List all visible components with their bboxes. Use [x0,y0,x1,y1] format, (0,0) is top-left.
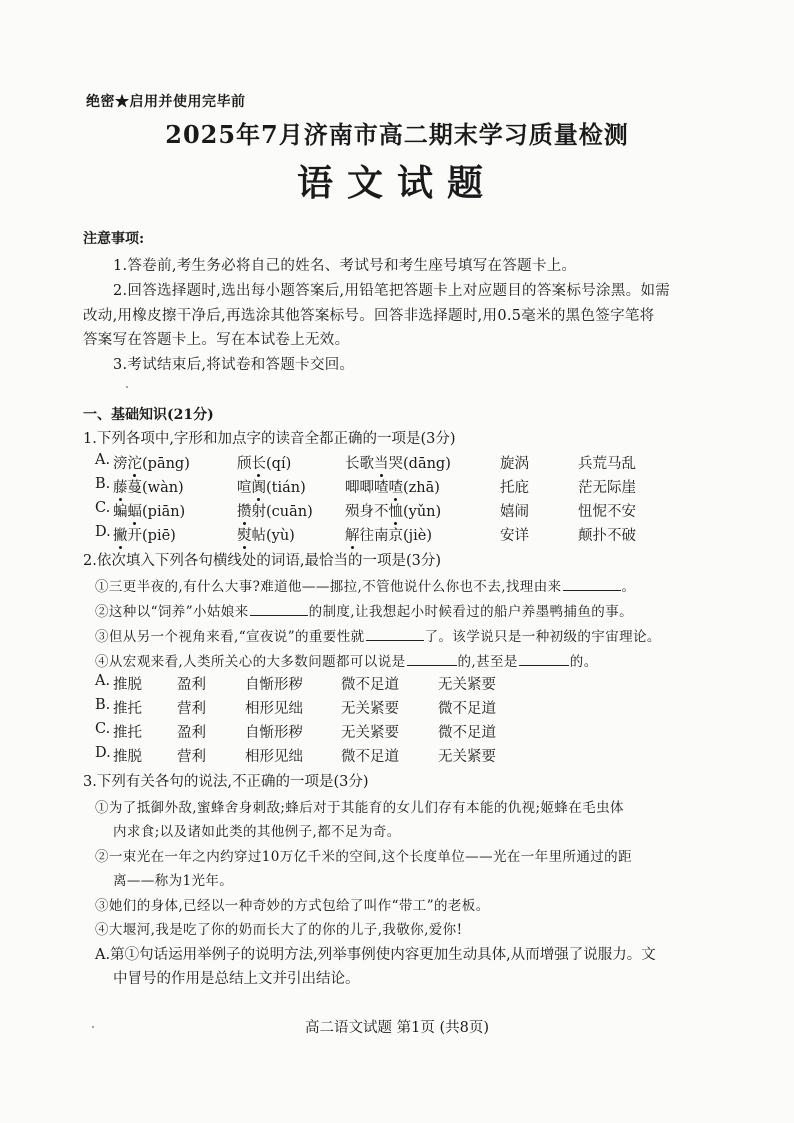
answer-blank [250,614,308,616]
q2-sentence-4: ④从宏观来看,人类所关心的大多数问题都可以说是 的,甚至是 的。 [95,654,598,670]
q2-word-4: 微不足道 [341,749,399,765]
q2-word-3: 相形见绌 [245,701,303,717]
q3-sentence-1-line-2: 内求食;以及诸如此类的其他例子,都不足为奇。 [113,824,401,840]
q1-item-3: 唧唧喳喳(zhā) [345,480,440,496]
answer-blank [563,589,621,591]
q2-word-5: 无关紧要 [438,677,496,693]
section-heading: 一、基础知识(21分) [83,407,214,423]
q1-item-2: 颀长(qí) [237,456,292,472]
q1-item-1: 撇开(piē) [113,528,176,544]
q2-word-4: 微不足道 [341,677,399,693]
notice-item-2-line-1: 2.回答选择题时,选出每小题答案后,用铅笔把答题卡上对应题目的答案标号涂黑。如需 [113,283,671,299]
exam-title: 2025年7月济南市高二期末学习质量检测 [165,120,629,149]
notice-item-1: 1.答卷前,考生务必将自己的姓名、考试号和考生座号填写在答题卡上。 [113,258,577,274]
q1-item-1: 藤蔓(wàn) [113,480,184,496]
q2-word-2: 盈利 [177,677,206,693]
q2-word-1: 推脱 [113,749,142,765]
scan-speck [92,1026,94,1028]
q3-option-a-line-2: 中冒号的作用是总结上文并引出结论。 [113,971,360,987]
q1-option-letter: D. [95,524,111,540]
q2-word-4: 无关紧要 [341,701,399,717]
q3-sentence-4: ④大堰河,我是吃了你的奶而长大了的你的儿子,我敬你,爱你! [95,922,463,938]
q1-item-5: 忸怩不安 [578,504,636,520]
question-3-stem: 3.下列有关各句的说法,不正确的一项是(3分) [83,774,369,790]
scan-speck [126,386,128,388]
q1-item-5: 颠扑不破 [578,528,636,544]
q2-sentence-1: ①三更半夜的,有什么大事?难道他——挪拉,不管他说什么你也不去,找理由来 。 [95,579,636,595]
q1-item-4: 托庇 [500,480,529,496]
q3-option-a-line-1: A.第①句话运用举例子的说明方法,列举事例使内容更加生动具体,从而增强了说服力。文 [95,947,656,963]
answer-blank [519,664,569,666]
q2-word-3: 自惭形秽 [245,677,303,693]
q2-word-1: 推脱 [113,677,142,693]
q1-option-letter: B. [95,476,111,492]
page-footer: 高二语文试题 第1页 (共8页) [305,1020,489,1036]
q1-item-3: 长歌当哭(dāng) [345,456,451,472]
q2-option-letter: D. [95,745,111,761]
q3-sentence-2-line-1: ②一束光在一年之内约穿过10万亿千米的空间,这个长度单位——光在一年里所通过的距 [95,849,632,865]
q1-item-1: 蝙蝠(piān) [113,504,186,520]
q2-word-5: 微不足道 [438,701,496,717]
q1-item-4: 安详 [500,528,529,544]
question-1-stem: 1.下列各项中,字形和加点字的读音全都正确的一项是(3分) [83,431,456,447]
q3-sentence-3: ③她们的身体,已经以一种奇妙的方式包给了叫作“带工”的老板。 [95,898,490,914]
q2-word-2: 盈利 [177,725,206,741]
q2-word-5: 微不足道 [438,725,496,741]
q1-item-2: 攒射(cuān) [237,504,313,520]
q1-item-2: 熨帖(yù) [237,528,295,544]
q1-item-4: 旋涡 [500,456,529,472]
answer-blank [407,664,457,666]
notice-heading: 注意事项: [83,231,145,247]
answer-blank [366,639,424,641]
q1-option-letter: C. [95,500,111,516]
q2-option-letter: B. [95,697,111,713]
q1-item-2: 喧阗(tián) [237,480,306,496]
q2-sentence-2: ②这种以“饲养”小姑娘来 的制度,让我想起小时候看过的船户养墨鸭捕鱼的事。 [95,604,633,620]
q2-sentence-3: ③但从另一个视角来看,“宣夜说”的重要性就 了。该学说只是一种初级的宇宙理论。 [95,629,661,645]
q2-word-1: 推托 [113,701,142,717]
q1-option-letter: A. [95,452,111,468]
notice-item-2-line-3: 答案写在答题卡上。写在本试卷上无效。 [83,332,350,348]
q2-word-3: 自惭形秽 [245,725,303,741]
question-2-stem: 2.依次填入下列各句横线处的词语,最恰当的一项是(3分) [83,553,441,569]
q1-item-3: 殒身不恤(yǔn) [345,504,442,520]
q2-word-2: 营利 [177,749,206,765]
q1-item-5: 茫无际崖 [578,480,636,496]
q2-option-letter: A. [95,673,111,689]
q3-sentence-2-line-2: 离——称为1光年。 [113,873,234,889]
q1-item-5: 兵荒马乱 [578,456,636,472]
q2-word-3: 相形见绌 [245,749,303,765]
q1-item-1: 滂沱(pāng) [113,456,190,472]
confidential-label: 绝密★启用并使用完毕前 [86,94,246,110]
q2-word-2: 营利 [177,701,206,717]
q1-item-4: 嬉闹 [500,504,529,520]
notice-item-3: 3.考试结束后,将试卷和答题卡交回。 [113,357,355,373]
notice-item-2-line-2: 改动,用橡皮擦干净后,再选涂其他答案标号。回答非选择题时,用0.5毫米的黑色签字笔将 [83,308,655,324]
q2-word-5: 无关紧要 [438,749,496,765]
q2-word-1: 推托 [113,725,142,741]
q2-word-4: 无关紧要 [341,725,399,741]
q3-sentence-1-line-1: ①为了抵御外敌,蜜蜂舍身刺敌;蜂后对于其能育的女儿们存有本能的仇视;姬蜂在毛虫体 [95,800,624,816]
subject-title: 语文试题 [296,162,497,204]
q1-item-3: 解往南京(jiè) [345,528,433,544]
q2-option-letter: C. [95,721,111,737]
